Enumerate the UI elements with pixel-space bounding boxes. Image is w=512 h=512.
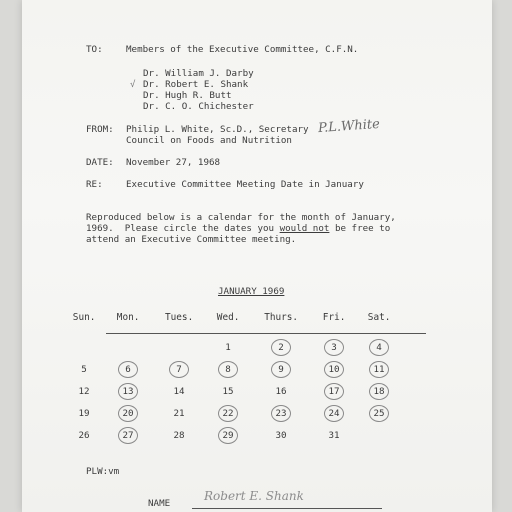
from-label: FROM: (86, 124, 114, 135)
calendar-day: 18 (373, 386, 385, 397)
body-line-1: Reproduced below is a calendar for the month of January, (86, 212, 396, 223)
typist-initials: PLW:vm (86, 466, 120, 477)
recipient-1: Dr. William J. Darby (143, 68, 254, 79)
calendar-header-wed: Wed. (216, 312, 240, 323)
calendar-day: 26 (78, 430, 90, 441)
calendar-day: 9 (278, 364, 284, 375)
calendar-day: 27 (122, 430, 134, 441)
calendar-day: 6 (125, 364, 131, 375)
from-line-1: Philip L. White, Sc.D., Secretary (126, 124, 309, 135)
calendar-header-sat: Sat. (367, 312, 391, 323)
body-emphasis: would not (279, 223, 330, 234)
name-label: NAME (148, 498, 171, 509)
re-label: RE: (86, 179, 103, 190)
recipient-4: Dr. C. O. Chichester (143, 101, 254, 112)
date-value: November 27, 1968 (126, 157, 221, 168)
calendar-day: 21 (173, 408, 185, 419)
name-line (192, 508, 382, 509)
calendar-title: JANUARY 1969 (218, 286, 285, 297)
recipient-2: Dr. Robert E. Shank (143, 79, 249, 90)
memo-page (22, 0, 492, 512)
from-line-2: Council on Foods and Nutrition (126, 135, 292, 146)
body-line-2-end: be free to (329, 223, 391, 234)
calendar-rule (106, 333, 426, 334)
calendar-header-tues: Tues. (165, 312, 194, 323)
calendar-day: 28 (173, 430, 185, 441)
calendar-header-mon: Mon. (116, 312, 140, 323)
calendar-day: 13 (122, 386, 134, 397)
calendar-day: 3 (331, 342, 337, 353)
calendar-day: 25 (373, 408, 385, 419)
calendar-day: 31 (328, 430, 340, 441)
date-label: DATE: (86, 157, 114, 168)
calendar-day: 30 (275, 430, 287, 441)
calendar-day: 29 (222, 430, 234, 441)
body-line-2-start: 1969. Please circle the dates you (86, 223, 280, 234)
calendar-day: 16 (275, 386, 287, 397)
calendar-day: 17 (328, 386, 340, 397)
body-line-2 (86, 223, 390, 234)
from-signature: P.L.White (317, 116, 381, 137)
calendar-day: 2 (278, 342, 284, 353)
calendar-header-sun: Sun. (72, 312, 96, 323)
calendar-day: 8 (225, 364, 231, 375)
calendar-day: 20 (122, 408, 134, 419)
calendar-header-thurs: Thurs. (264, 312, 299, 323)
calendar-header-fri: Fri. (322, 312, 346, 323)
calendar-day: 19 (78, 408, 90, 419)
calendar-day: 7 (176, 364, 182, 375)
body-line-3: attend an Executive Committee meeting. (86, 234, 297, 245)
calendar-day: 1 (225, 342, 231, 353)
check-mark-icon: √ (130, 80, 136, 90)
calendar-day: 5 (81, 364, 87, 375)
name-signature: Robert E. Shank (204, 489, 304, 503)
re-value: Executive Committee Meeting Date in January (126, 179, 364, 190)
calendar-day: 10 (328, 364, 340, 375)
calendar-day: 12 (78, 386, 90, 397)
calendar-day: 14 (173, 386, 185, 397)
calendar-day: 22 (222, 408, 234, 419)
to-value: Members of the Executive Committee, C.F.N. (126, 44, 359, 55)
calendar-day: 23 (275, 408, 287, 419)
calendar-day: 11 (373, 364, 385, 375)
to-label: TO: (86, 44, 103, 55)
calendar-day: 24 (328, 408, 340, 419)
calendar-day: 15 (222, 386, 234, 397)
calendar-day: 4 (376, 342, 382, 353)
recipient-3: Dr. Hugh R. Butt (143, 90, 232, 101)
